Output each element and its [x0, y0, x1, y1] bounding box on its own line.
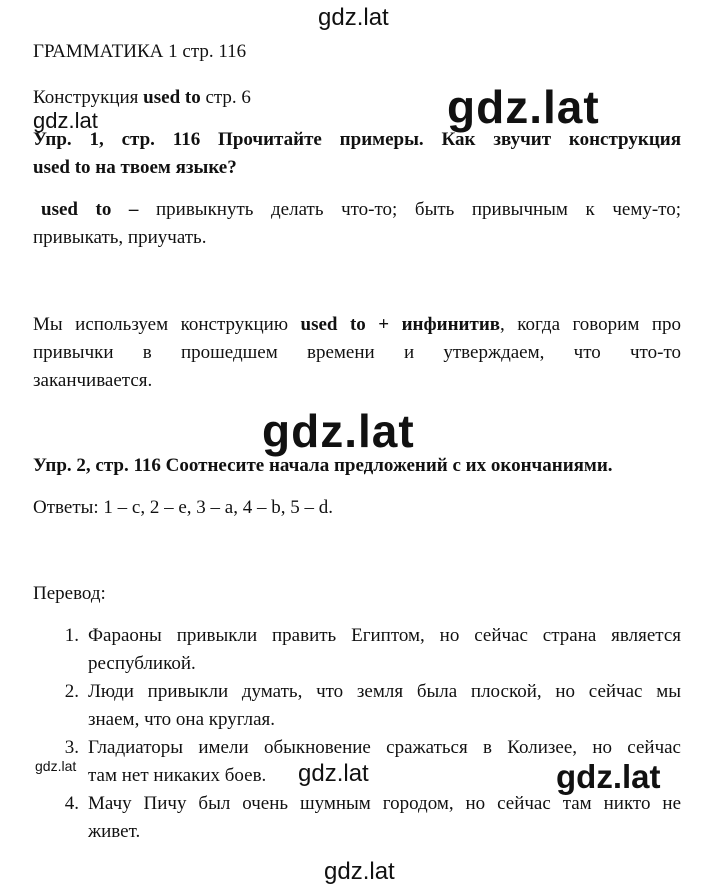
list-item-line2: живет.: [88, 821, 141, 842]
watermark-big-center: gdz.lat: [262, 405, 415, 457]
list-item-line2: республикой.: [88, 653, 196, 674]
watermark-top: gdz.lat: [318, 4, 389, 31]
exercise-1-heading-line2: used to на твоем языке?: [33, 157, 237, 178]
usage-line2: привычки в прошедшем времени и утверждаем, что что-то: [33, 342, 681, 363]
list-item-line1: Люди привыкли думать, что земля была плоской, но сейчас мы: [88, 681, 681, 702]
list-item-line1: Гладиаторы имели обыкновение сражаться в Колизее, но сейчас: [88, 737, 681, 758]
list-item-number: 3.: [64, 737, 79, 758]
usage-formula: used to + инфинитив: [300, 314, 501, 335]
definition-line1: used to – привыкнуть делать что-то; быть привычным к чему-то;: [41, 199, 681, 220]
exercise-2-answers: Ответы: 1 – c, 2 – e, 3 – a, 4 – b, 5 – d.: [33, 497, 333, 518]
construction-suffix: стр. 6: [200, 87, 251, 108]
list-item-line1: Мачу Пичу был очень шумным городом, но сейчас там никто не: [88, 793, 681, 814]
list-item-number: 4.: [64, 793, 79, 814]
watermark-bottom: gdz.lat: [324, 858, 395, 885]
list-item-line2: там нет никаких боев.: [88, 765, 267, 786]
usage-line3: заканчивается.: [33, 370, 153, 391]
list-item-number: 2.: [64, 681, 79, 702]
watermark-big-bottom-right: gdz.lat: [556, 758, 661, 795]
exercise-2-heading: Упр. 2, стр. 116 Соотнесите начала предложений с их окончаниями.: [33, 455, 613, 476]
watermark-tiny-left: gdz.lat: [35, 758, 77, 774]
construction-prefix: Конструкция: [33, 87, 144, 108]
page-title: ГРАММАТИКА 1 стр. 116: [33, 41, 247, 62]
definition-term: used to –: [41, 199, 139, 220]
watermark-big-upper: gdz.lat: [447, 81, 600, 133]
watermark-small-left-mid: gdz.lat: [33, 108, 98, 133]
construction-term: used to: [143, 87, 201, 108]
list-item-number: 1.: [64, 625, 79, 646]
definition-line2: привыкать, приучать.: [33, 227, 207, 248]
translation-label: Перевод:: [33, 583, 106, 604]
usage-line1: Мы используем конструкцию used to + инфинитив, когда говорим про: [33, 314, 681, 335]
list-item-line1: Фараоны привыкли править Египтом, но сейчас страна является: [88, 625, 681, 646]
watermark-small-bottom-mid: gdz.lat: [298, 760, 369, 787]
list-item-line2: знаем, что она круглая.: [88, 709, 275, 730]
exercise-1-heading-line1: Упр. 1, стр. 116 Прочитайте примеры. Как звучит конструкция: [33, 129, 681, 150]
